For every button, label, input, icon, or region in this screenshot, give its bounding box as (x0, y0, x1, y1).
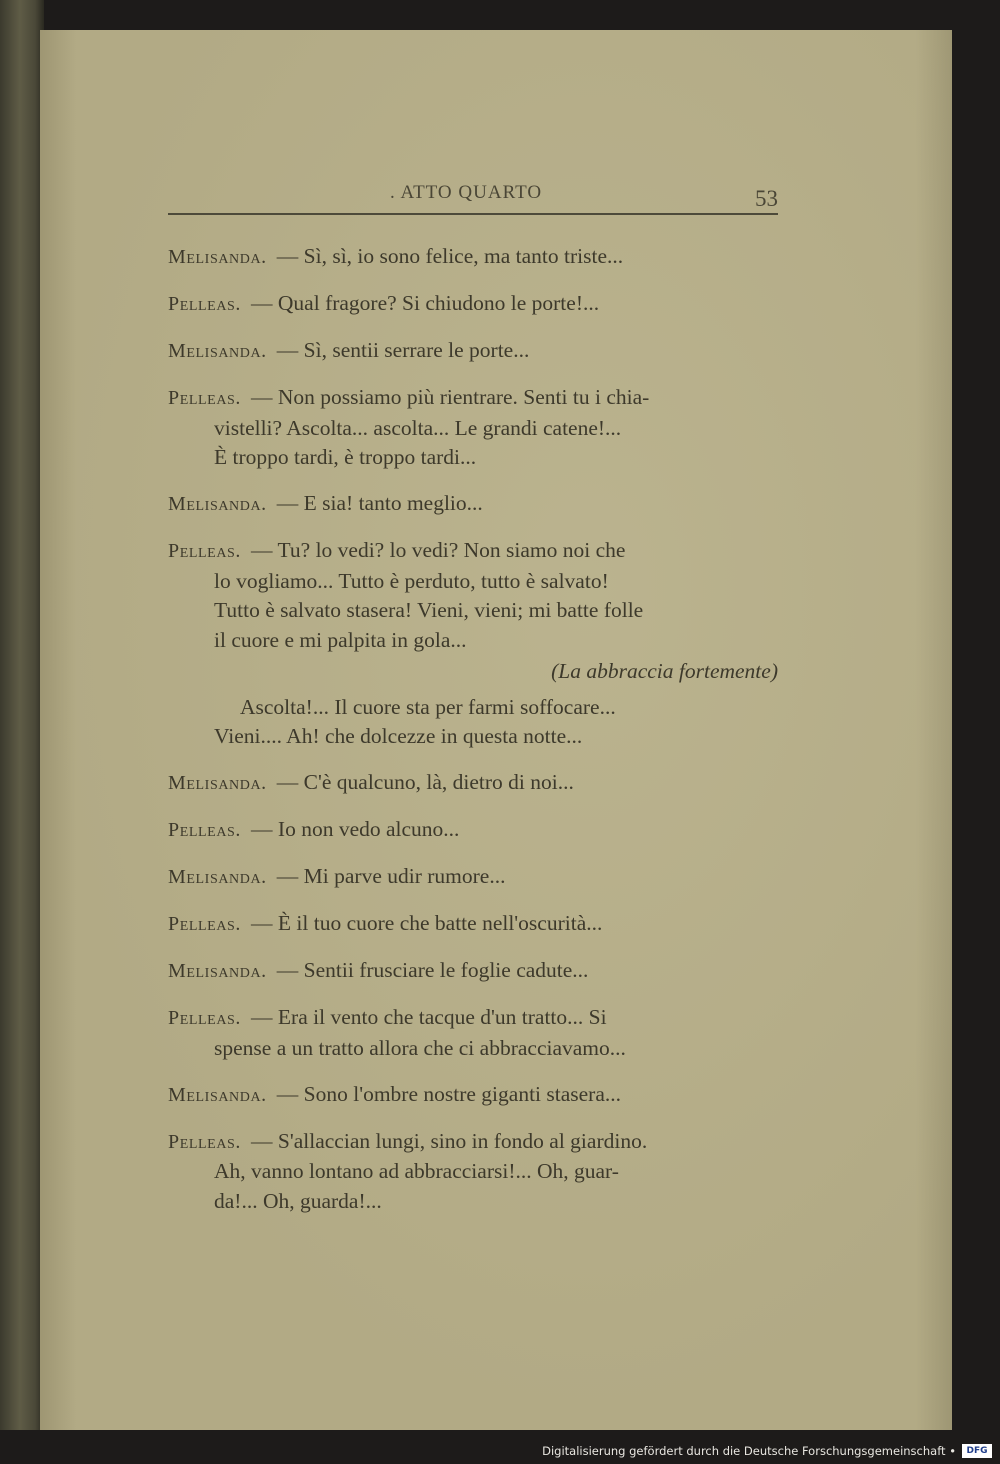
dialogue-text (168, 242, 778, 1233)
speaker-name: Pelleas. (168, 387, 242, 409)
speaker-name: Melisanda. (168, 493, 267, 515)
speech-line (168, 909, 778, 940)
page-header (168, 182, 778, 214)
speech-line (168, 289, 778, 320)
speech-14 (168, 1127, 778, 1217)
speech-text: — C'è qualcuno, là, dietro di noi... (276, 770, 574, 794)
speaker-name: Melisanda. (168, 1083, 267, 1106)
speech-line (168, 383, 778, 414)
speech-7 (168, 768, 778, 799)
speech-13 (168, 1080, 778, 1111)
speaker-name: Pelleas. (168, 293, 242, 315)
speech-line: Ah, vanno lontano ad abbracciarsi!... Oh, guar- (214, 1159, 619, 1183)
speech-text: — Non possiamo più rientrare. Senti tu i chia- (251, 385, 650, 409)
speech-text: — È il tuo cuore che batte nell'oscurità... (251, 911, 603, 935)
speech-line: spense a un tratto allora che ci abbracciavamo... (214, 1035, 626, 1060)
speech-line: È troppo tardi, è troppo tardi... (214, 445, 477, 469)
speech-line (168, 862, 778, 893)
speech-1 (168, 242, 778, 273)
speech-5 (168, 489, 778, 520)
speech-line (168, 956, 778, 987)
speech-8 (168, 815, 778, 846)
funding-credit: Digitalisierung gefördert durch die Deutsche Forschungsgemeinschaft • (542, 1444, 956, 1458)
speaker-name: Melisanda. (168, 340, 267, 362)
speech-text: — E sia! tanto meglio... (276, 491, 483, 515)
speech-text: — Era il vento che tacque d'un tratto... Si (251, 1005, 607, 1029)
speech-text: — Io non vedo alcuno... (251, 817, 460, 841)
speaker-name: Pelleas. (168, 1007, 242, 1029)
book-page (40, 30, 952, 1430)
speech-line: lo vogliamo... Tutto è perduto, tutto è salvato! (214, 568, 609, 593)
speaker-name: Pelleas. (168, 819, 242, 841)
speech-line: Tutto è salvato stasera! Vieni, vieni; mi batte folle (214, 598, 644, 622)
speech-11 (168, 956, 778, 987)
speech-line: da!... Oh, guarda!... (214, 1188, 382, 1213)
speaker-name: Melisanda. (168, 960, 267, 982)
running-title: . ATTO QUARTO (390, 182, 543, 203)
speech-line (168, 1080, 778, 1111)
speech-line (168, 1003, 778, 1034)
stage-direction: (La abbraccia fortemente) (551, 659, 778, 683)
speech-line (168, 536, 778, 567)
speech-line: vistelli? Ascolta... ascolta... Le grandi catene!... (214, 415, 622, 440)
speech-line (168, 815, 778, 846)
speaker-name: Melisanda. (168, 246, 267, 268)
speaker-name: Pelleas. (168, 1130, 242, 1153)
dfg-logo: DFG (962, 1444, 992, 1458)
speech-line (168, 768, 778, 799)
speech-text: — Qual fragore? Si chiudono le porte!... (251, 291, 600, 315)
speech-line (168, 489, 778, 520)
footer-bar (0, 1430, 1000, 1464)
speech-text: — Sono l'ombre nostre giganti stasera... (276, 1081, 622, 1106)
speech-4 (168, 383, 778, 473)
speech-12 (168, 1003, 778, 1063)
speech-line (168, 242, 778, 273)
page-number: 53 (755, 186, 778, 211)
header-rule (168, 213, 778, 215)
speech-line (168, 336, 778, 367)
speech-6 (168, 536, 778, 752)
speech-3 (168, 336, 778, 367)
speech-2 (168, 289, 778, 320)
speech-line: Vieni.... Ah! che dolcezze in questa notte... (214, 724, 583, 748)
speech-line: il cuore e mi palpita in gola... (214, 627, 467, 652)
speaker-name: Melisanda. (168, 772, 267, 794)
speech-10 (168, 909, 778, 940)
speaker-name: Melisanda. (168, 866, 267, 888)
speech-line (168, 1127, 778, 1158)
speech-text: — S'allaccian lungi, sino in fondo al giardino. (251, 1128, 648, 1153)
speech-text: — Tu? lo vedi? lo vedi? Non siamo noi che (251, 538, 626, 562)
speech-text: — Sì, sentii serrare le porte... (276, 338, 530, 362)
speech-line: Ascolta!... Il cuore sta per farmi soffocare... (240, 694, 616, 719)
speaker-name: Pelleas. (168, 913, 242, 935)
speech-text: — Sentii frusciare le foglie cadute... (276, 958, 589, 982)
speaker-name: Pelleas. (168, 540, 242, 562)
speech-text: — Sì, sì, io sono felice, ma tanto triste... (276, 244, 624, 268)
speech-text: — Mi parve udir rumore... (276, 864, 506, 888)
facing-page-edge (0, 0, 44, 1464)
speech-9 (168, 862, 778, 893)
